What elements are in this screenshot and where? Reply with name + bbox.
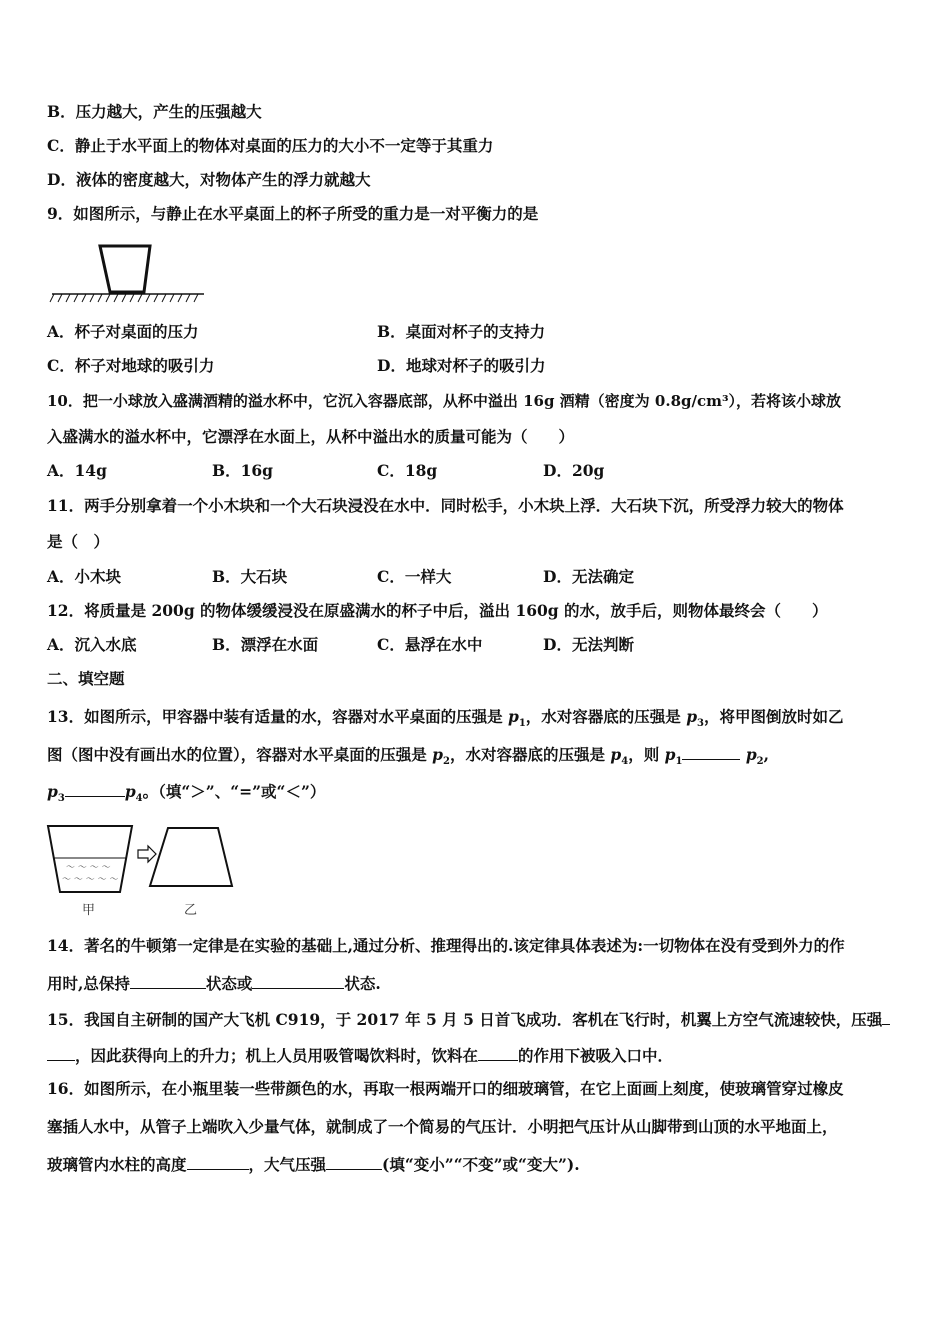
q13-blank-1[interactable] — [682, 743, 740, 760]
q16-blank-2[interactable] — [326, 1153, 382, 1170]
q8-option-c: C．静止于水平面上的物体对桌面的压力的大小不一定等于其重力 — [47, 136, 494, 155]
q10-stem-line2: 入盛满水的溢水杯中，它漂浮在水面上，从杯中溢出水的质量可能为（ ） — [47, 427, 575, 446]
q15-stem-line1: 15．我国自主研制的国产大飞机 C919，于 2017 年 5 月 5 日首飞成功．客机在飞行时，机翼上方空气流速较快，压强 — [47, 1008, 890, 1031]
q13-label-jia: 甲 — [82, 903, 96, 918]
q11-option-c: C．一样大 — [377, 567, 452, 586]
q16-stem-line2: 塞插人水中，从管子上端吹入少量气体，就制成了一个简易的气压计．小明把气压计从山脚带到山顶的水平地面上， — [47, 1117, 838, 1136]
q10-option-b: B．16g — [212, 461, 274, 480]
q14-blank-2[interactable] — [252, 972, 344, 989]
q11-stem-line1: 11．两手分别拿着一个小木块和一个大石块浸没在水中．同时松手，小木块上浮．大石块下沉，所受浮力较大的物体 — [47, 496, 844, 515]
q9-option-c: C．杯子对地球的吸引力 — [47, 356, 215, 375]
q14-stem-line1: 14．著名的牛顿第一定律是在实验的基础上,通过分析、推理得出的.该定律具体表述为:一切物体在没有受到外力的作 — [47, 936, 845, 955]
q10-option-a: A．14g — [47, 461, 107, 480]
q16-blank-1[interactable] — [187, 1153, 249, 1170]
q9-cup-on-table-figure — [48, 240, 208, 310]
q13-stem-line3: $p_3$ $p_4$。（填“＞”、“=”或“＜”） — [47, 782, 326, 805]
q15-blank-1a[interactable] — [882, 1008, 890, 1025]
q15-stem-line2: ，因此获得向上的升力；机上人员用吸管喝饮料时，饮料在 的作用下被吸入口中． — [47, 1044, 673, 1067]
svg-text:～ ～ ～ ～: ～ ～ ～ ～ — [66, 863, 111, 873]
q10-stem-line1: 10．把一小球放入盛满酒精的溢水杯中，它沉入容器底部，从杯中溢出 16g 酒精（密度为 0.8g/cm³），若将该小球放 — [47, 392, 842, 410]
q9-option-a: A．杯子对桌面的压力 — [47, 322, 199, 341]
q15-blank-1b[interactable] — [47, 1044, 75, 1061]
q12-option-d: D．无法判断 — [543, 635, 634, 654]
q12-stem: 12．将质量是 200g 的物体缓缓浸没在原盛满水的杯子中后，溢出 160g 的水，放手后，则物体最终会（ ） — [47, 601, 828, 620]
q12-option-c: C．悬浮在水中 — [377, 635, 483, 654]
q12-option-a: A．沉入水底 — [47, 635, 137, 654]
q14-blank-1[interactable] — [130, 972, 206, 989]
q9-stem: 9．如图所示，与静止在水平桌面上的杯子所受的重力是一对平衡力的是 — [47, 204, 539, 223]
q16-stem-line3: 玻璃管内水柱的高度 ，大气压强 (填“变小”“不变”或“变大”). — [47, 1155, 580, 1174]
q11-option-d: D．无法确定 — [543, 567, 634, 586]
q12-option-b: B．漂浮在水面 — [212, 635, 319, 654]
q13-stem-line1: 13．如图所示，甲容器中装有适量的水，容器对水平桌面的压强是 $p_1$，水对容器底的压强是 $p_3$，将甲图倒放时如乙 — [47, 707, 844, 730]
q13-stem-line2: 图（图中没有画出水的位置），容器对水平桌面的压强是 $p_2$，水对容器底的压强是 $p_4$，则 $p_1$ $p_2$, — [47, 745, 770, 768]
q10-option-c: C．18g — [377, 461, 438, 480]
q13-label-yi: 乙 — [184, 903, 198, 918]
q15-blank-2[interactable] — [478, 1044, 518, 1061]
svg-text:～ ～ ～ ～ ～: ～ ～ ～ ～ ～ — [62, 875, 119, 885]
q13-blank-2[interactable] — [65, 780, 125, 797]
q9-option-d: D．地球对杯子的吸引力 — [377, 356, 546, 375]
q14-stem-line2: 用时,总保持 状态或 状态. — [47, 974, 381, 993]
q16-stem-line1: 16．如图所示，在小瓶里装一些带颜色的水，再取一根两端开口的细玻璃管，在它上面画上刻度，使玻璃管穿过橡皮 — [47, 1079, 844, 1098]
q11-stem-line2: 是（ ） — [47, 532, 110, 551]
q11-option-b: B．大石块 — [212, 567, 288, 586]
q13-containers-figure — [44, 822, 244, 920]
section-heading-fill-in: 二、填空题 — [47, 669, 125, 688]
q9-option-b: B．桌面对杯子的支持力 — [377, 322, 546, 341]
q8-option-b: B．压力越大，产生的压强越大 — [47, 102, 262, 121]
q10-option-d: D．20g — [543, 461, 605, 480]
q8-option-d: D．液体的密度越大，对物体产生的浮力就越大 — [47, 170, 371, 189]
q11-option-a: A．小木块 — [47, 567, 122, 586]
